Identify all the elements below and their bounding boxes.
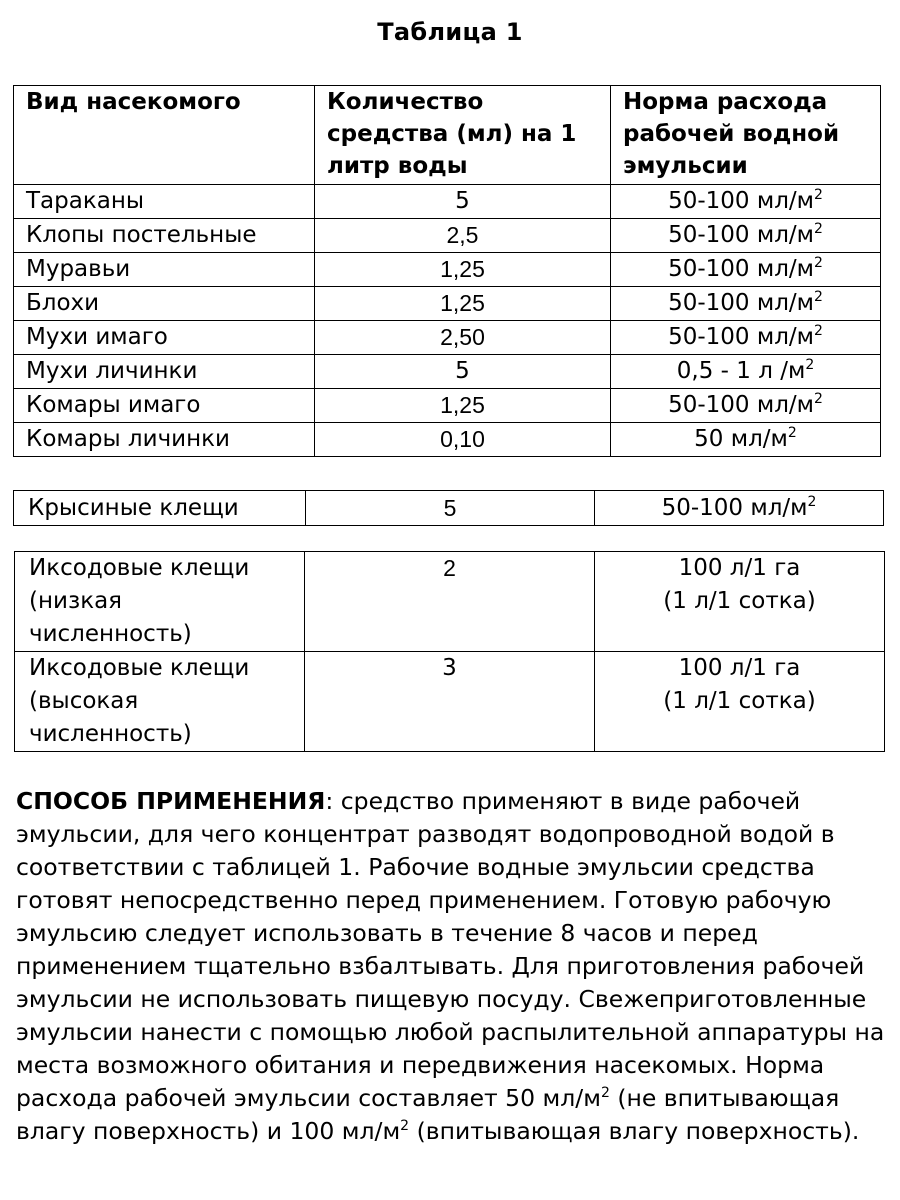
usage-method-heading: СПОСОБ ПРИМЕНЕНИЯ — [16, 787, 326, 815]
table-row — [15, 652, 885, 752]
insect-cell: Мухи личинки — [14, 355, 315, 389]
header-insect: Вид насекомого — [14, 86, 315, 185]
table-row — [14, 253, 881, 287]
insect-cell: Крысиные клещи — [14, 491, 306, 526]
table-row — [14, 287, 881, 321]
insect-cell: Комары имаго — [14, 389, 315, 423]
dosage-table — [13, 85, 881, 457]
table-row — [15, 552, 885, 652]
insect-cell: Блохи — [14, 287, 315, 321]
rate-cell: 50-100 $мл/м^2$ — [611, 321, 881, 355]
insect-cell: Иксодовые клещи (высокая численность) — [15, 652, 305, 752]
amount-cell: 5 — [306, 491, 595, 526]
amount-cell: 2,5 — [315, 219, 611, 253]
insect-cell: Тараканы — [14, 185, 315, 219]
rate-cell: 100 л/1 га (1 л/1 сотка) — [595, 652, 885, 752]
amount-cell: 5 — [315, 185, 611, 219]
rate-cell: 50-100 $мл/м^2$ — [611, 219, 881, 253]
table-row — [14, 389, 881, 423]
table-title: Таблица 1 — [377, 18, 523, 46]
insect-cell: Мухи имаго — [14, 321, 315, 355]
rat-mites-table — [13, 490, 884, 526]
table-row — [14, 491, 884, 526]
header-amount: Количество средства (мл) на 1 литр воды — [315, 86, 611, 185]
amount-cell: 1,25 — [315, 253, 611, 287]
amount-cell: 1,25 — [315, 287, 611, 321]
table-row — [14, 321, 881, 355]
rate-cell: 50-100 $мл/м^2$ — [611, 287, 881, 321]
rate-cell: 50-100 $мл/м^2$ — [611, 389, 881, 423]
amount-cell: 2 — [305, 552, 595, 652]
insect-cell: Клопы постельные — [14, 219, 315, 253]
table-header-row — [14, 86, 881, 185]
insect-cell: Комары личинки — [14, 423, 315, 457]
rate-cell: 50-100 $мл/м^2$ — [611, 185, 881, 219]
amount-cell: 1,25 — [315, 389, 611, 423]
rate-cell: 0,5 - 1 л $/м^2$ — [611, 355, 881, 389]
usage-method-paragraph: СПОСОБ ПРИМЕНЕНИЯ: средство применяют в виде рабочей эмульсии, для чего концентрат разводят водопроводной водой в соответствии с таблицей 1. Рабочие водные эмульсии средства готовят непосредственно перед применением. Готовую рабочую эмульсию следует использовать в течение 8 часов и перед применением тщательно взбалтывать. Для приготовления рабочей эмульсии не использовать пищевую посуду. Свежеприготовленные эмульсии нанести с помощью любой распылительной аппаратуры на места возможного обитания и передвижения насекомых. Норма расхода рабочей эмульсии составляет 50 $мл/м^2$ (не впитывающая влагу поверхность) и 100 $мл/м^2$ (впитывающая влагу поверхность). — [16, 787, 885, 1145]
rate-cell: 100 л/1 га (1 л/1 сотка) — [595, 552, 885, 652]
rate-cell: 50 $мл/м^2$ — [611, 423, 881, 457]
table-row — [14, 355, 881, 389]
ixodid-ticks-table — [14, 551, 885, 752]
table-row — [14, 185, 881, 219]
table-row — [14, 219, 881, 253]
rate-cell: 50-100 $мл/м^2$ — [611, 253, 881, 287]
rate-cell: 50-100 $мл/м^2$ — [595, 491, 884, 526]
amount-cell: 2,50 — [315, 321, 611, 355]
amount-cell: 0,10 — [315, 423, 611, 457]
insect-cell: Иксодовые клещи (низкая численность) — [15, 552, 305, 652]
header-rate: Норма расхода рабочей водной эмульсии — [611, 86, 881, 185]
amount-cell: 3 — [305, 652, 595, 752]
insect-cell: Муравьи — [14, 253, 315, 287]
table-row — [14, 423, 881, 457]
amount-cell: 5 — [315, 355, 611, 389]
